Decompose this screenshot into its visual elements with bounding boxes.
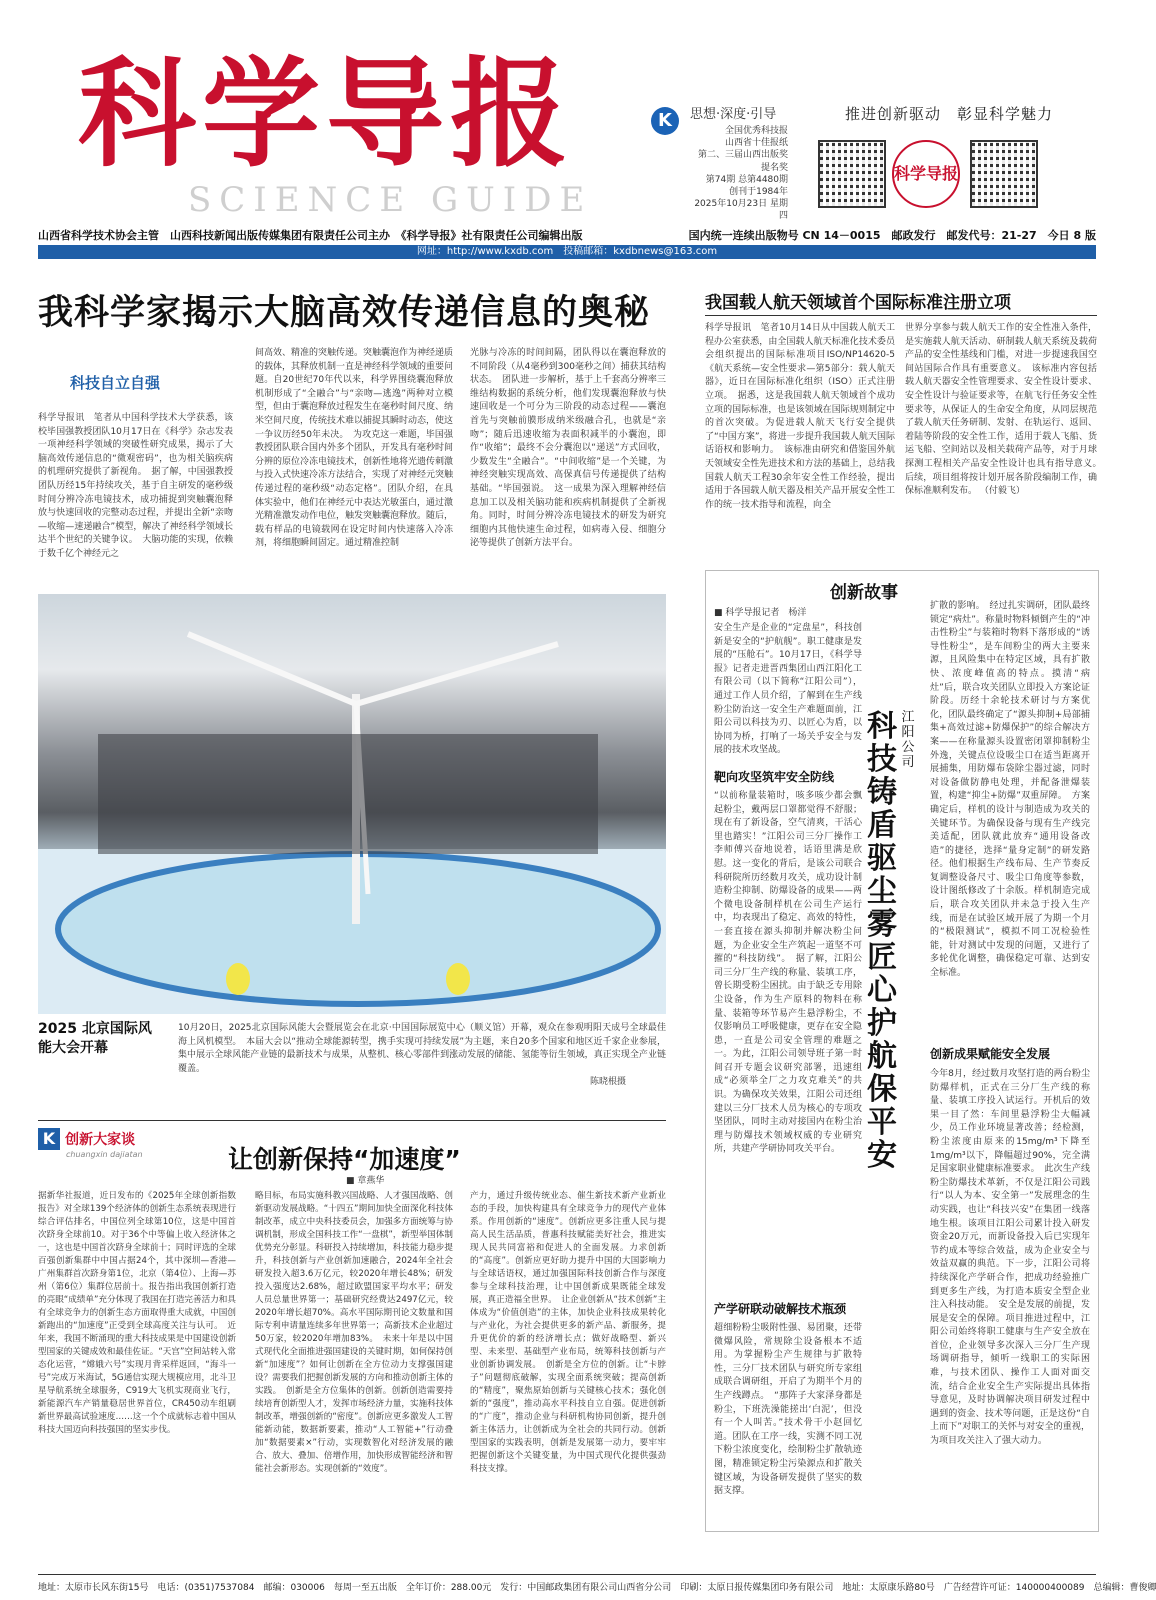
- footer: 地址：太原市长风东街15号 电话：(0351)7537084 邮编：030006 每周一至五出版 全年订价：288.00元 发行：中国邮政集团有限公司山西省分公司 印刷：太原日报传媒集团印务有限公司 地址：太原康乐路80号 广告经营许可证：140000400089 总编辑：曹俊卿: [38, 1583, 1156, 1593]
- masthead-motto: 推进创新驱动 彰显科学魅力: [845, 105, 1054, 123]
- story-text-2: 超细粉粉尘吸附性强、易团聚，还带微爆风险，常规除尘设备根本不适用。为掌握粉尘产生规律与扩散特性，三分厂技术团队与研究所专家组成联合调研组，开启了为期半个月的生产线蹲点。 “那阵子大家泽身都是粉尘，下班洗澡能搓出‘白泥’，但没有一个人叫苦。”技术骨干小赵回忆道。团队在工序一线，实测不同工况下粉尘浓度变化，绘制粉尘扩散轨迹图，精准锁定粉尘污染源点和扩散关键区域，为设备研发提供了坚实的数据支撑。: [714, 1323, 862, 1497]
- story-subhead-2: 产学研联动破解技术瓶颈: [714, 1302, 847, 1316]
- story-vertical-title: 科技铸盾驱尘雾 匠心护航保平安: [867, 709, 927, 1173]
- pub-line: 山西省十佳报纸: [724, 138, 788, 149]
- space-column-2: 世界分享参与载人航天工作的安全性准入条件，是实施载人航天活动、研制载人航天系统及载荷产品的安全性基线和门槛，对进一步提速我国空间站国际合作具有重要意义。 该标准内容包括载人航天器安全性管理要求、安全性设计要求、安全性设计与验证要求等，在航飞行任务安全性要求等，从保证人的生命安全角度，从同层规范了载人航天任务研制、发射、在轨运行、返回、着陆等阶段的安全性工作，适用于载人飞船、货运飞船、空间站以及相关载荷产品等，对于月球探测工程相关产品安全性设计也具有指导意义。 后续，项目组将按计划开展各阶段编制工作，确保标准顺利发布。 （付毅飞）: [905, 323, 1107, 497]
- pub-line: 第74期 总第4480期: [705, 174, 788, 185]
- newspaper-logo-icon: K: [651, 107, 679, 135]
- space-headline[interactable]: 我国载人航天领域首个国际标准注册立项: [705, 293, 1011, 313]
- lead-headline[interactable]: 我科学家揭示大脑高效传递信息的奥秘: [38, 293, 651, 333]
- space-column-1: 科学导报讯 笔者10月14日从中国载人航天工程办公室获悉，由全国载人航天标准化技术委员会组织提出的国际标准项目ISO/NP14620-5《航天系统—安全性要求—第5部分：载人航天器》，近日在国际标准化组织（ISO）正式注册立项。 据悉，这是我国载人航天领域首个成功立项的国际标准，也是该领域在国际规则制定中的首次突破。为促进载人航天飞行安全提供了“中国方案”，将进一步提升我国载人航天国际话语权和影响力。 该标准由研究和借鉴国外航天领域安全性先进技术和方法的基础上，总结我国载人航天工程30余年安全性工作经验，提出适用于各国载人航天器及相关产品开展安全性工作的统一技术指导和流程，向全: [705, 323, 895, 510]
- info-bar-registration: 国内统一连续出版物号 CN 14－0015 邮政发行 邮发代号：21-27 今日 8 版: [688, 229, 1096, 242]
- pub-line: 第二、三届山西出版奖提名奖: [697, 150, 788, 173]
- info-bar-publisher: 山西省科学技术协会主管 山西科技新闻出版传媒集团有限责任公司主办 《科学导报》社有限责任公司编辑出版: [38, 229, 583, 242]
- photo-credit: 陈晓根摄: [590, 1077, 627, 1087]
- url-bar[interactable]: 网址：http://www.kxdb.com 投稿邮箱：kxdbnews@163.com: [38, 245, 1096, 259]
- innovation-column-2: 略目标，布局实施科教兴国战略、人才强国战略、创新驱动发展战略。“十四五”期间加快全面深化科技体制改革，成立中央科技委员会，加强多方面统筹与协调机制，形成全国科技工作“一盘棋”，新型举国体制优势充分彰显。科研投入持续增加，科技能力稳步提升，科技创新与产业创新加速融合，2024年全社会研发投入超3.6万亿元，较2020年增长48%；研发投入强度达2.68%，超过欧盟国家平均水平；研发人员总量世界第一；基础研究经费达2497亿元，较2020年增长超70%。高水平国际期刊论文数量和国际专利申请量连续多年世界第一；高新技术企业超过50万家，较2020年增加83%。 未来十年是以中国式现代化全面推进强国建设的关键时期，如何保持创新“加速度”？如何让创新在全方位动力支撑强国建设？需要我们把握创新发展的方向和推动创新主体的实践。 创新是全方位集体的创新。创新创造需要持续培育创新型人才，发挥市场经济力量，实施科技体制改革，增强创新的“密度”。创新应更多激发人工智能新动能，数据新要素，推动“人工智能+”行动叠加“数据要素×”行动，实现数智化对经济发展的融合、放大、叠加、倍增作用，加快形成智能经济和智能社会新形态。实现创新的“效度”。: [255, 1191, 453, 1474]
- pub-line: 全国优秀科技报: [724, 126, 788, 136]
- qr-code-icon[interactable]: [970, 140, 1038, 208]
- masthead-slogan: 思想·深度·引导: [690, 107, 777, 122]
- masthead-english-title: SCIENCE GUIDE: [188, 180, 593, 220]
- photo-caption: 10月20日，2025北京国际风能大会暨展览会在北京·中国国际展览中心（顺义馆）开幕，观众在参观明阳天成号全球最佳海上风机模型。 本届大会以“推动全球能源转型，携手实现可持续发展”为主题，来自20多个国家和地区近千家企业参展，集中展示全球风能产业链的最新技术与成果，从整机、核心零部件到涨动发展的储能、氢能等衍生领域，真正实现全产业链覆盖。: [178, 1023, 666, 1074]
- story-vertical-sub: 江阳公司: [901, 710, 915, 770]
- newspaper-seal: 科学导报: [892, 140, 960, 208]
- photo-caption-title: 2025 北京国际风能大会开幕: [38, 1021, 152, 1056]
- pub-line: 2025年10月23日 星期四: [694, 199, 788, 222]
- innovation-column-3: 产力，通过升级传统业态、催生新技术新产业新业态的手段，加快构建具有全球竞争力的现代产业体系。作用创新的“速度”。创新应更多注重人民与提高人民生活品质，普惠科技赋能美好社会，推进实现人民共同富裕和促进人的全面发展。力求创新的“高度”。创新应更好助力提升中国的大国影响力与全球话语权，通过加强国际科技创新合作与深度参与全球科技治理，让中国创新成果既能全球发展，真正造福全世界。 让企业创新从“技术创新”主体成为“价值创造”的主体，加快企业科技成果转化与产业化，为社会提供更多的新产品、新服务，提升更优价的新的经济增长点；做好战略型、新兴型、未来型、基础型产业布局，统筹科技创新与产业创新协调发展。 创新是全方位的创新。让“卡脖子”问题彻底破解，实现全面系统突破；提高创新的“精度”，聚焦原始创新与关键核心技术；强化创新的“强度”，推动高水平科技自立自强。促进创新的“广度”，推动企业与科研机构协同创新，提升创新主体活力，让创新成为全社会的共同行动。创新型国家的实践表明，创新是发展第一动力，要牢牢把握创新这个关键变量，为中国式现代化提供强劲科技支撑。: [470, 1191, 666, 1474]
- innovation-title[interactable]: 让创新保持“加速度”: [228, 1145, 461, 1174]
- info-bar: [38, 225, 1096, 243]
- column-name: 创新大家谈: [65, 1132, 136, 1148]
- story-column-2: 扩散的影响。 经过扎实调研，团队最终锁定“病灶”。称量时物料倾倒产生的“冲击性粉尘”与装箱时物料下落形成的“诱导性粉尘”，是车间粉尘的两大主要来源，且风险集中在特定区域，具有扩散快、浓度峰值高的特点。摸清“病灶”后，联合攻关团队立即投入方案论证阶段。历经十余轮技术研讨与方案优化，团队最终确定了“源头抑制+局部捕集+高效过滤+防爆保护”的综合解决方案——在称量源头设置密闭罩抑制粉尘外逸，关键点位设吸尘口在适当距离开展捕集，用防爆布袋除尘器过滤，同时对设备做防静电处理，并配备泄爆装置，构建“抑尘+防爆”双重屏障。 方案确定后，样机的设计与制造成为攻关的关键环节。为确保设备与现有生产线完美适配，团队就此放弃“通用设备改造”的捷径，选择“量身定制”的研发路径。他们根据生产线布局、生产节奏反复调整设备尺寸、吸尘口角度等参数，设计图纸修改了十余版。样机制造完成后，联合攻关团队并未急于投入生产线，而是在试验区域开展了为期一个月的“极限测试”，模拟不同工况检验性能，针对测试中发现的问题，又进行了多轮优化调整，确保稳定可靠、达到安全标准。: [930, 601, 1090, 979]
- qr-code-icon[interactable]: [818, 140, 886, 208]
- column-logo-icon: K: [38, 1128, 60, 1150]
- column-header: [38, 1128, 143, 1159]
- story-byline: ■ 科学导报记者 杨洋: [714, 608, 807, 618]
- story-text-3: 今年8月，经过数月攻坚打造的两台粉尘防爆样机，正式在三分厂生产线的称量、装填工序投入试运行。开机后的效果一目了然：车间里悬浮粉尘大幅减少，员工作业环境显著改善；经检测，粉尘浓度由原来的15mg/m³下降至1mg/m³以下，降幅超过90%，完全满足国家职业健康标准要求。 此次生产线粉尘防爆技术革新，不仅是江阳公司践行“以人为本、安全第一”发展理念的生动实践，也让“科技兴安”在集团一线落地生根。该项目江阳公司累计投入研发资金20万元，而新设备投入后已实现年节约成本等综合效益，成为企业安全与效益双赢的典范。下一步，江阳公司将持续深化产学研合作，把成功经验推广到更多生产线，为打造本质安全型企业注入科技动能。 安全是发展的前提，发展是安全的保障。项目推进过程中，江阳公司始终将职工健康与生产安全放在首位，企业领导多次深入三分厂生产现场调研指导，倾听一线职工的实际困难，与技术团队、操作工人面对面交流，结合企业安全生产实际提出具体指导意见，及时协调解决项目研发过程中遇到的资金、技术等问题，正是这份“自上而下”对职工的关怀与对安全的重视，为项目攻关注入了强大动力。: [930, 1069, 1090, 1447]
- section-badge: 科技自立自强: [70, 374, 161, 392]
- story-subhead-3: 创新成果赋能安全发展: [930, 1047, 1051, 1061]
- lead-column-1: 科学导报讯 笔者从中国科学技术大学获悉，该校毕国强教授团队10月17日在《科学》杂志发表一项神经科学领域的突破性研究成果，揭示了大脑高效传递信息的“微观密码”，也为相关脑疾病的机理研究提供了新视角。 据了解，中国强教授团队历经15年持续攻关，基于自主研发的毫秒级时间分辨冷冻电镜技术，成功捕捉到突触囊泡释放与快速回收的完整动态过程，并提出全新“亲吻—收缩—速递融合”模型，解决了神经科学领域长达半个世纪的关键争议。 大脑功能的实现，依赖于数千亿个神经元之: [38, 413, 233, 559]
- pub-line: 创刊于1984年: [729, 187, 788, 198]
- story-intro: 安全生产是企业的“定盘星”，科技创新是安全的“护航舰”。职工健康是发展的“压舱石”。10月17日，《科学导报》记者走进晋西集团山西江阳化工有限公司（以下简称“江阳公司”），通过工作人员介绍，了解到在生产线粉尘防治这一安全生产难题面前，江阳公司以科技为刃、以匠心为盾，以协同为桥，打响了一场关乎安全与发展的技术攻坚战。: [714, 623, 862, 756]
- innovation-byline: ■ 章燕华: [346, 1176, 385, 1186]
- masthead-title: 科学导报: [78, 44, 575, 183]
- wind-energy-photo[interactable]: [38, 594, 666, 1014]
- lead-column-3: 光脉与冷冻的时间间隔，团队得以在囊泡释放的不同阶段（从4毫秒到300毫秒之间）捕获其结构状态。 团队进一步解析，基于上千套高分辨率三维结构数据的系统分析，他们发现囊泡释放与快速回收是一个可分为三阶段的动态过程——囊泡首先与突触前膜形成纳米级融合孔，也就是“亲吻”；随后迅速收缩为表面积减半的小囊泡，即作“收缩”；最终不会分囊泡以“递送”方式回收，少数发生“全融合”。“中间收缩”是一个关键，为神经突触实现高效、高保真信号传递提供了结构基础。“毕国强说。 这一成果为深入理解神经信息加工以及相关脑功能和疾病机制提供了全新视角。同时，时间分辨冷冻电镜技术的研发为研究细胞内其他快速生命过程，如病毒入侵、细胞分泌等提供了创新方法平台。: [470, 348, 666, 549]
- lead-column-2: 间高效、精准的突触传递。突触囊泡作为神经递质的载体，其释放机制一直是神经科学领域的重要问题。自20世纪70年代以来，科学界围绕囊泡释放机制形成了“全融合”与“亲吻—逃逸”两种对立模型，但由于囊泡释放过程发生在毫秒时间尺度、纳米空间尺度，传统技术难以捕捉其瞬时动态，使这一争议历经50年未决。 为攻克这一难题，毕国强教授团队联合国内外多个团队，开发具有毫秒时间分辨的原位冷冻电镜技术，创新性地将光遗传刺激与投入式快速冷冻方法结合，实现了对神经元突触传递过程的毫秒级“动态定格”。团队介绍，在具体实验中，他们在神经元中表达光敏蛋白，通过激光精准激发动作电位，触发突触囊泡释放。随后，载有样品的电镜载网在设定时间内快速落入冷冻剂，将细胞瞬间固定。通过精准控制: [255, 348, 454, 549]
- column-pinyin: chuangxin dajiatan: [66, 1150, 143, 1159]
- story-text-1: “以前称量装箱时，咳多咳少都会飘起粉尘，戴两层口罩都觉得不舒服；现在有了新设备，空气清爽，干活心里也踏实！”江阳公司三分厂操作工李师傅兴奋地说着，话语里满是欣慰。这一变化的背后，是该公司联合科研院所历经数月攻关，成功设计制造粉尘抑制、防爆设备的成果——两个微电设备制样机在公司生产运行中，均表现出了稳定、高效的特性，一套直接在源头抑制并解决粉尘问题，为企业安全生产筑起一道坚不可摧的“科技防线”。 据了解，江阳公司三分厂生产线的称量、装填工序，曾长期受粉尘困扰。由于缺乏专用除尘设备，作为生产原料的物料在称量、装箱等环节易产生悬浮粉尘，不仅影响员工呼吸健康，更存在安全隐患，一直是公司安全管理的难题之一。为此，江阳公司领导班子第一时间召开专题会议研究部署，迅速组成“必须举全厂之力攻克难关”的共识。为确保攻关效果，江阳公司还组建以三分厂技术人员为核心的专项攻坚团队，同时主动对接国内在粉尘治理与防爆技术领域权威的专业研究所，共建产学研协同攻关平台。: [714, 791, 862, 1155]
- story-header: 创新故事: [830, 583, 898, 603]
- innovation-column-1: 据新华社报道，近日发布的《2025年全球创新指数报告》对全球139个经济体的创新生态系统表现进行综合评估排名，中国位列全球第10位，这是中国首次跻身全球前10。对于36个中等偏上收入经济体之一，这也是中国首次跻身全球前十；同时评选的全球百强创新集群中中国占据24个，其中深圳—香港—广州集群首次跻身第1位，北京（第4位）、上海—苏州（第6位）集群位居前十。报告指出我国创新打造的亮眼“成绩单”充分体现了我国在打造完善活力和具有全球竞争力的创新生态方面取得重大成就，中国创新跑出的“加速度”正受到全球高度关注与认可。 近年来，我国不断涌现的重大科技成果是中国建设创新型国家的关键成效和最佳佐证。“天宫”空间站转入常态化运营，“嫦娥六号”实现月背采样返回，“海斗一号”完成万米海试，5G通信实现大规模应用，北斗卫星导航系统全球服务，C919大飞机实现商业飞行，新能源汽车产销量稳居世界首位，CR450动车组刷新世界最高试验速度……这一个个成就标志着中国从科技大国迈向科技强国的坚实步伐。: [38, 1191, 236, 1435]
- story-subhead-1: 靶向攻坚筑牢安全防线: [714, 770, 835, 784]
- publication-info: [690, 125, 788, 223]
